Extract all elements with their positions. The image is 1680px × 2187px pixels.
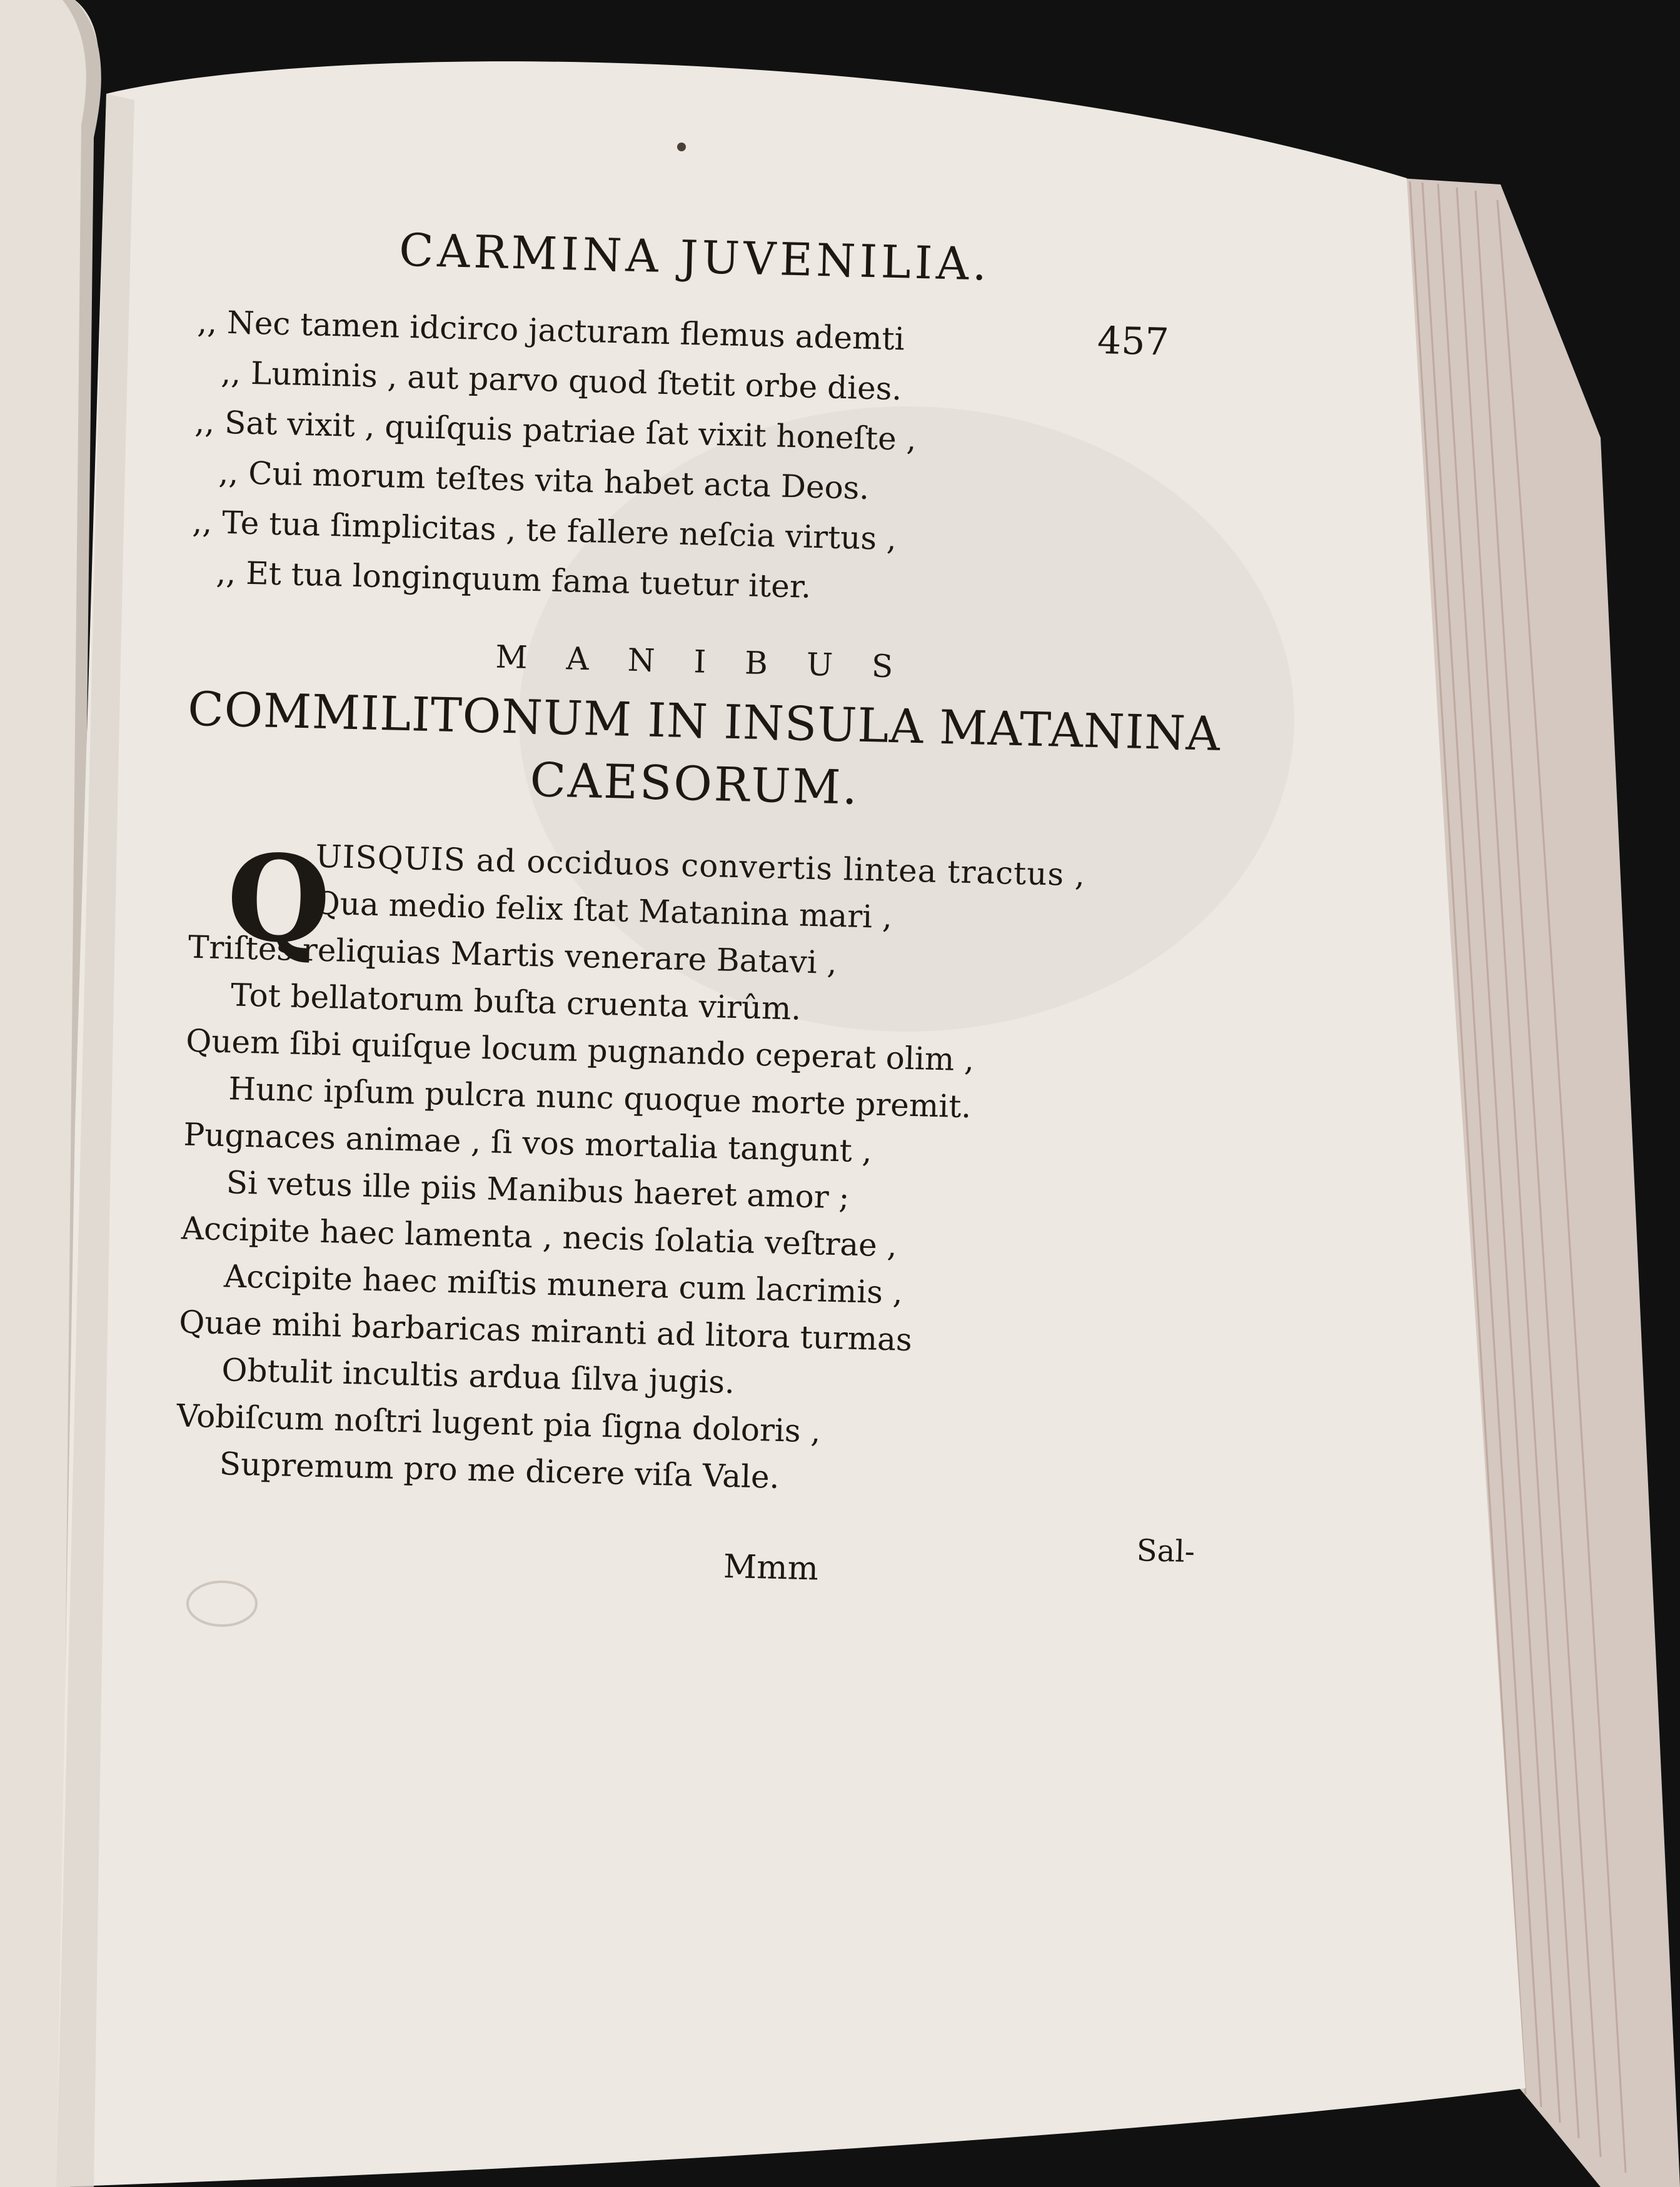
- opening-verse: ,, Et tua longinquum fama tuetur iter.: [215, 554, 812, 605]
- poem-line: Quae mihi barbaricas miranti ad litora turmas: [178, 1304, 913, 1359]
- opening-verse: ,, Nec tamen idcirco jacturam flemus ademti: [196, 303, 905, 358]
- poem-line: Si vetus ille piis Manibus haeret amor ;: [226, 1164, 850, 1216]
- poem-line: Obtulit incultis ardua ſilva jugis.: [221, 1352, 735, 1401]
- poem-line: UISQUIS ad occiduos convertis lintea tractus ,: [314, 838, 1086, 893]
- poem-title-line-1: MANIBUS: [495, 638, 932, 686]
- catchword: Sal-: [1136, 1533, 1195, 1570]
- opening-verse: ,, Cui morum teſtes vita habet acta Deos.: [218, 454, 870, 507]
- opening-verse: ,, Sat vixit , quiſquis patriae ſat vixit honeſte ,: [194, 403, 917, 458]
- printed-page: [169, 206, 1269, 1732]
- poem-line: Pugnaces animae , ſi vos mortalia tangunt ,: [183, 1116, 873, 1170]
- poem-line: Triſtes reliquias Martis venerare Batavi ,: [188, 928, 838, 981]
- poem-line: Supremum pro me dicere viſa Vale.: [219, 1445, 780, 1496]
- poem-line: Accipite haec miſtis munera cum lacrimis ,: [223, 1258, 903, 1311]
- poem-line: Tot bellatorum buſta cruenta virûm.: [230, 977, 802, 1027]
- poem-title-line-2: COMMILITONUM IN INSULA MATANINA: [187, 681, 1222, 762]
- drop-cap: Q: [225, 828, 333, 970]
- opening-verse: ,, Luminis , aut parvo quod ſtetit orbe dies.: [220, 354, 902, 408]
- poem-line: Vobiſcum noſtri lugent pia ſigna doloris ,: [176, 1397, 822, 1450]
- page-number: 457: [1097, 318, 1170, 364]
- ink-dot: [677, 143, 686, 151]
- signature-mark: Mmm: [723, 1547, 819, 1588]
- poem-title-line-3: CAESORUM.: [529, 752, 860, 815]
- running-head: CARMINA JUVENILIA.: [398, 223, 992, 291]
- poem-line: Qua medio felix ſtat Matanina mari ,: [314, 885, 893, 936]
- poem-line: Quem ſibi quiſque locum pugnando ceperat olim ,: [185, 1022, 975, 1078]
- poem-line: Hunc ipſum pulcra nunc quoque morte premit.: [228, 1070, 972, 1125]
- opening-verse: ,, Te tua ſimplicitas , te fallere neſcia virtus ,: [191, 503, 897, 558]
- poem-line: Accipite haec lamenta , necis ſolatia veſtrae ,: [181, 1210, 898, 1264]
